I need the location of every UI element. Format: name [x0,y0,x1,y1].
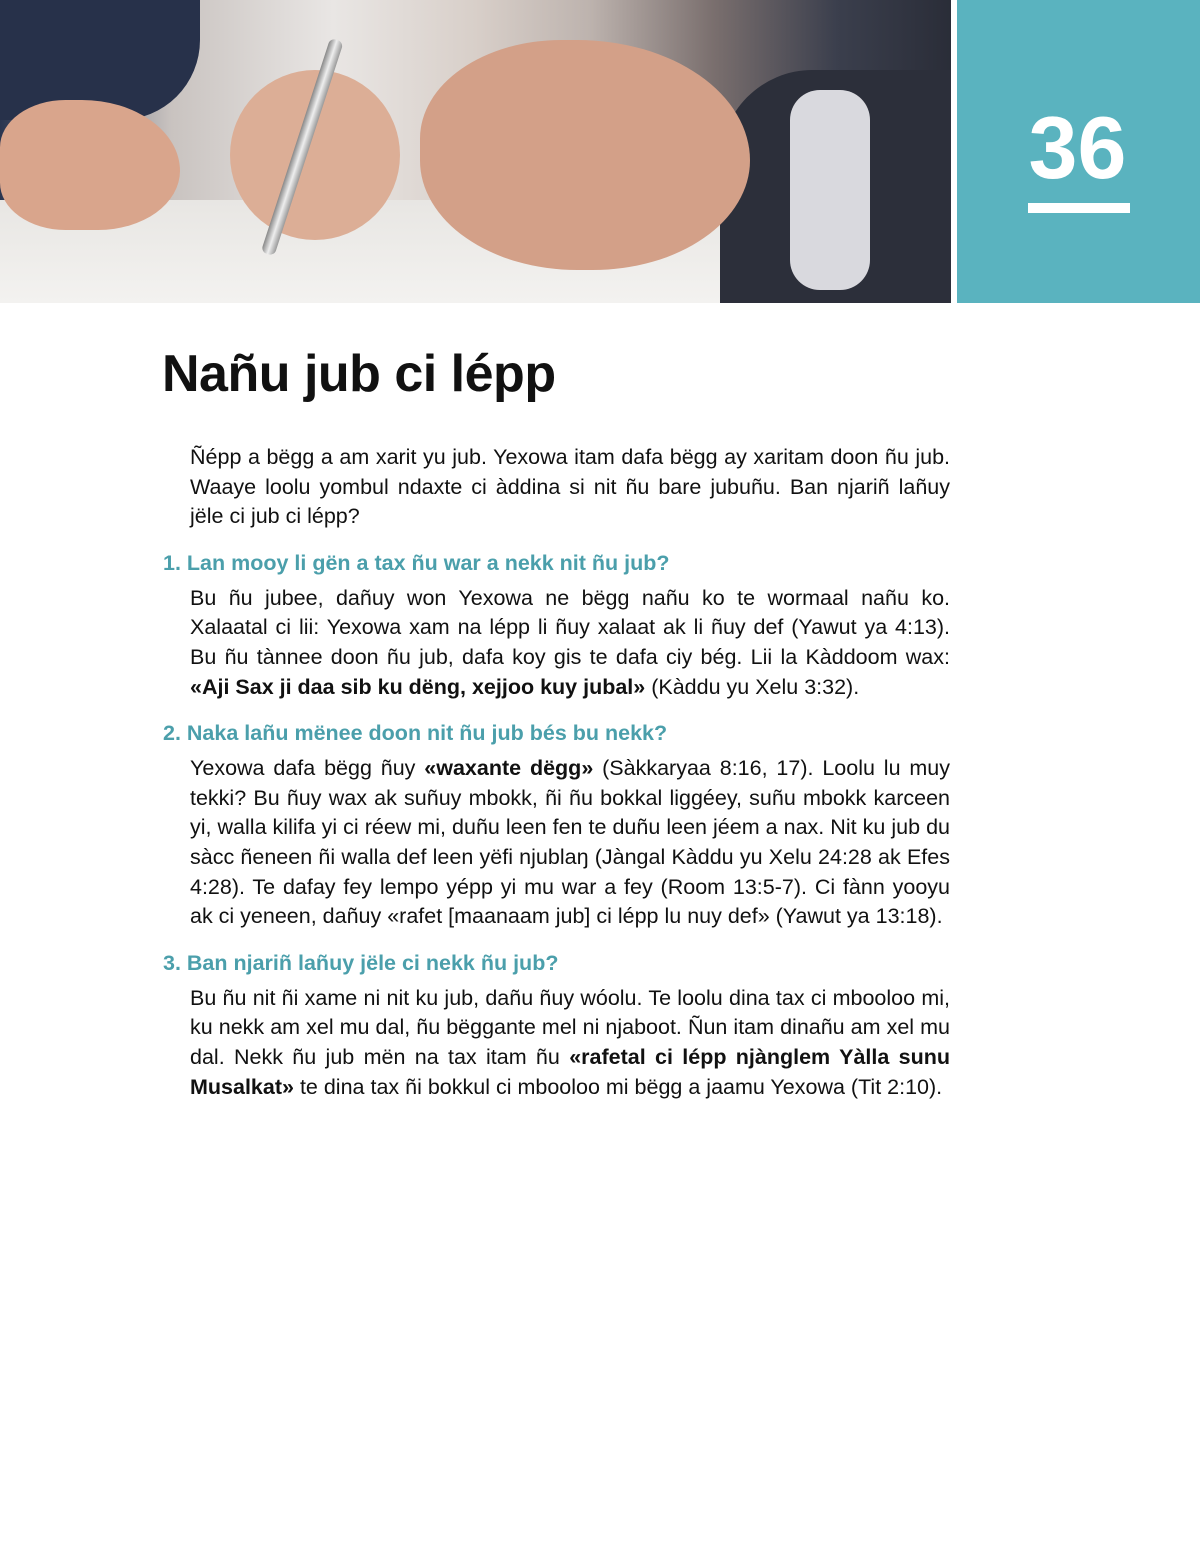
hand [0,100,180,230]
answer-paragraph [190,984,950,1102]
badge-underline [1028,203,1130,213]
question-heading: 1. Lan mooy li gën a tax ñu war a nekk nit ñu jub? [163,550,670,575]
text: te dina tax ñi bokkul ci mbooloo mi bëgg a jaamu Yexowa (Tit 2:10). [293,1074,943,1099]
text: Bu ñu nit ñi xame ni nit ku jub, dañu ñuy wóolu. Te loolu dina tax ci mbooloo mi, ku nekk am xel mu dal, ñu bëggante mel ni njaboot. Ñun itam dinañu am xel mu dal. Nekk ñu jub mën na tax itam ñu [190,985,950,1069]
page-title: Nañu jub ci lépp [162,345,556,403]
text: (Kàddu yu Xelu 3:32). [645,674,860,699]
text: (Sàkkaryaa 8:16, 17). Loolu lu muy tekki? Bu ñuy wax ak suñuy mbokk, ñi ñu bokkal liggéey, suñu mbokk karceen yi, walla kilifa yi ci réew mi, duñu leen fen te duñu leen jéem a nax. Nit ku jub du sàcc ñeneen ñi walla def leen yëfi njublaŋ (Jàngal Kàddu yu Xelu 24:28 ak Efes 4:28). Te dafay fey lempo yépp yi mu war a fey (Room 13:5-7). Ci fànn yooyu ak ci yeneen, dañuy «rafet [maanaam jub] ci lépp lu nuy def» (Yawut ya 13:18). [190,756,951,929]
header-photo-handshake-signing [0,0,951,303]
text: Yexowa dafa bëgg ñuy [190,756,425,781]
answer-paragraph [190,584,950,702]
text: Bu ñu jubee, dañuy won Yexowa ne bëgg nañu ko te wormaal nañu ko. Xalaatal ci lii: Yexowa xam na lépp li ñuy xalaat ak li ñuy def (Yawut ya 4:13). Bu ñu tànnee doon ñu jub, dafa koy gis te dafa ciy bég. Lii la Kàddoom wax: [190,585,950,669]
lesson-content [163,443,950,1102]
intro-text: Ñépp a bëgg a am xarit yu jub. Yexowa itam dafa bëgg ay xaritam doon ñu jub. Waaye loolu yombul ndaxte ci àddina si nit ñu bare jubuñu. Ban njariñ lañuy jële ci jub ci lépp? [190,445,950,529]
lesson-number-badge [957,0,1200,303]
question-heading: 3. Ban njariñ lañuy jële ci nekk ñu jub? [163,950,559,975]
shirt-cuff [790,90,870,290]
offered-hand [420,40,750,270]
answer-paragraph [190,754,950,932]
intro-paragraph [190,443,950,532]
scripture-quote: «waxante dëgg» [424,756,594,781]
scripture-quote: «rafetal ci lépp njànglem Yàlla sunu Musalkat» [190,1044,951,1099]
question-heading: 2. Naka lañu mënee doon nit ñu jub bés bu nekk? [163,721,668,746]
scripture-quote: «Aji Sax ji daa sib ku dëng, xejjoo kuy jubal» [190,674,646,699]
lesson-number: 36 [1028,98,1127,197]
